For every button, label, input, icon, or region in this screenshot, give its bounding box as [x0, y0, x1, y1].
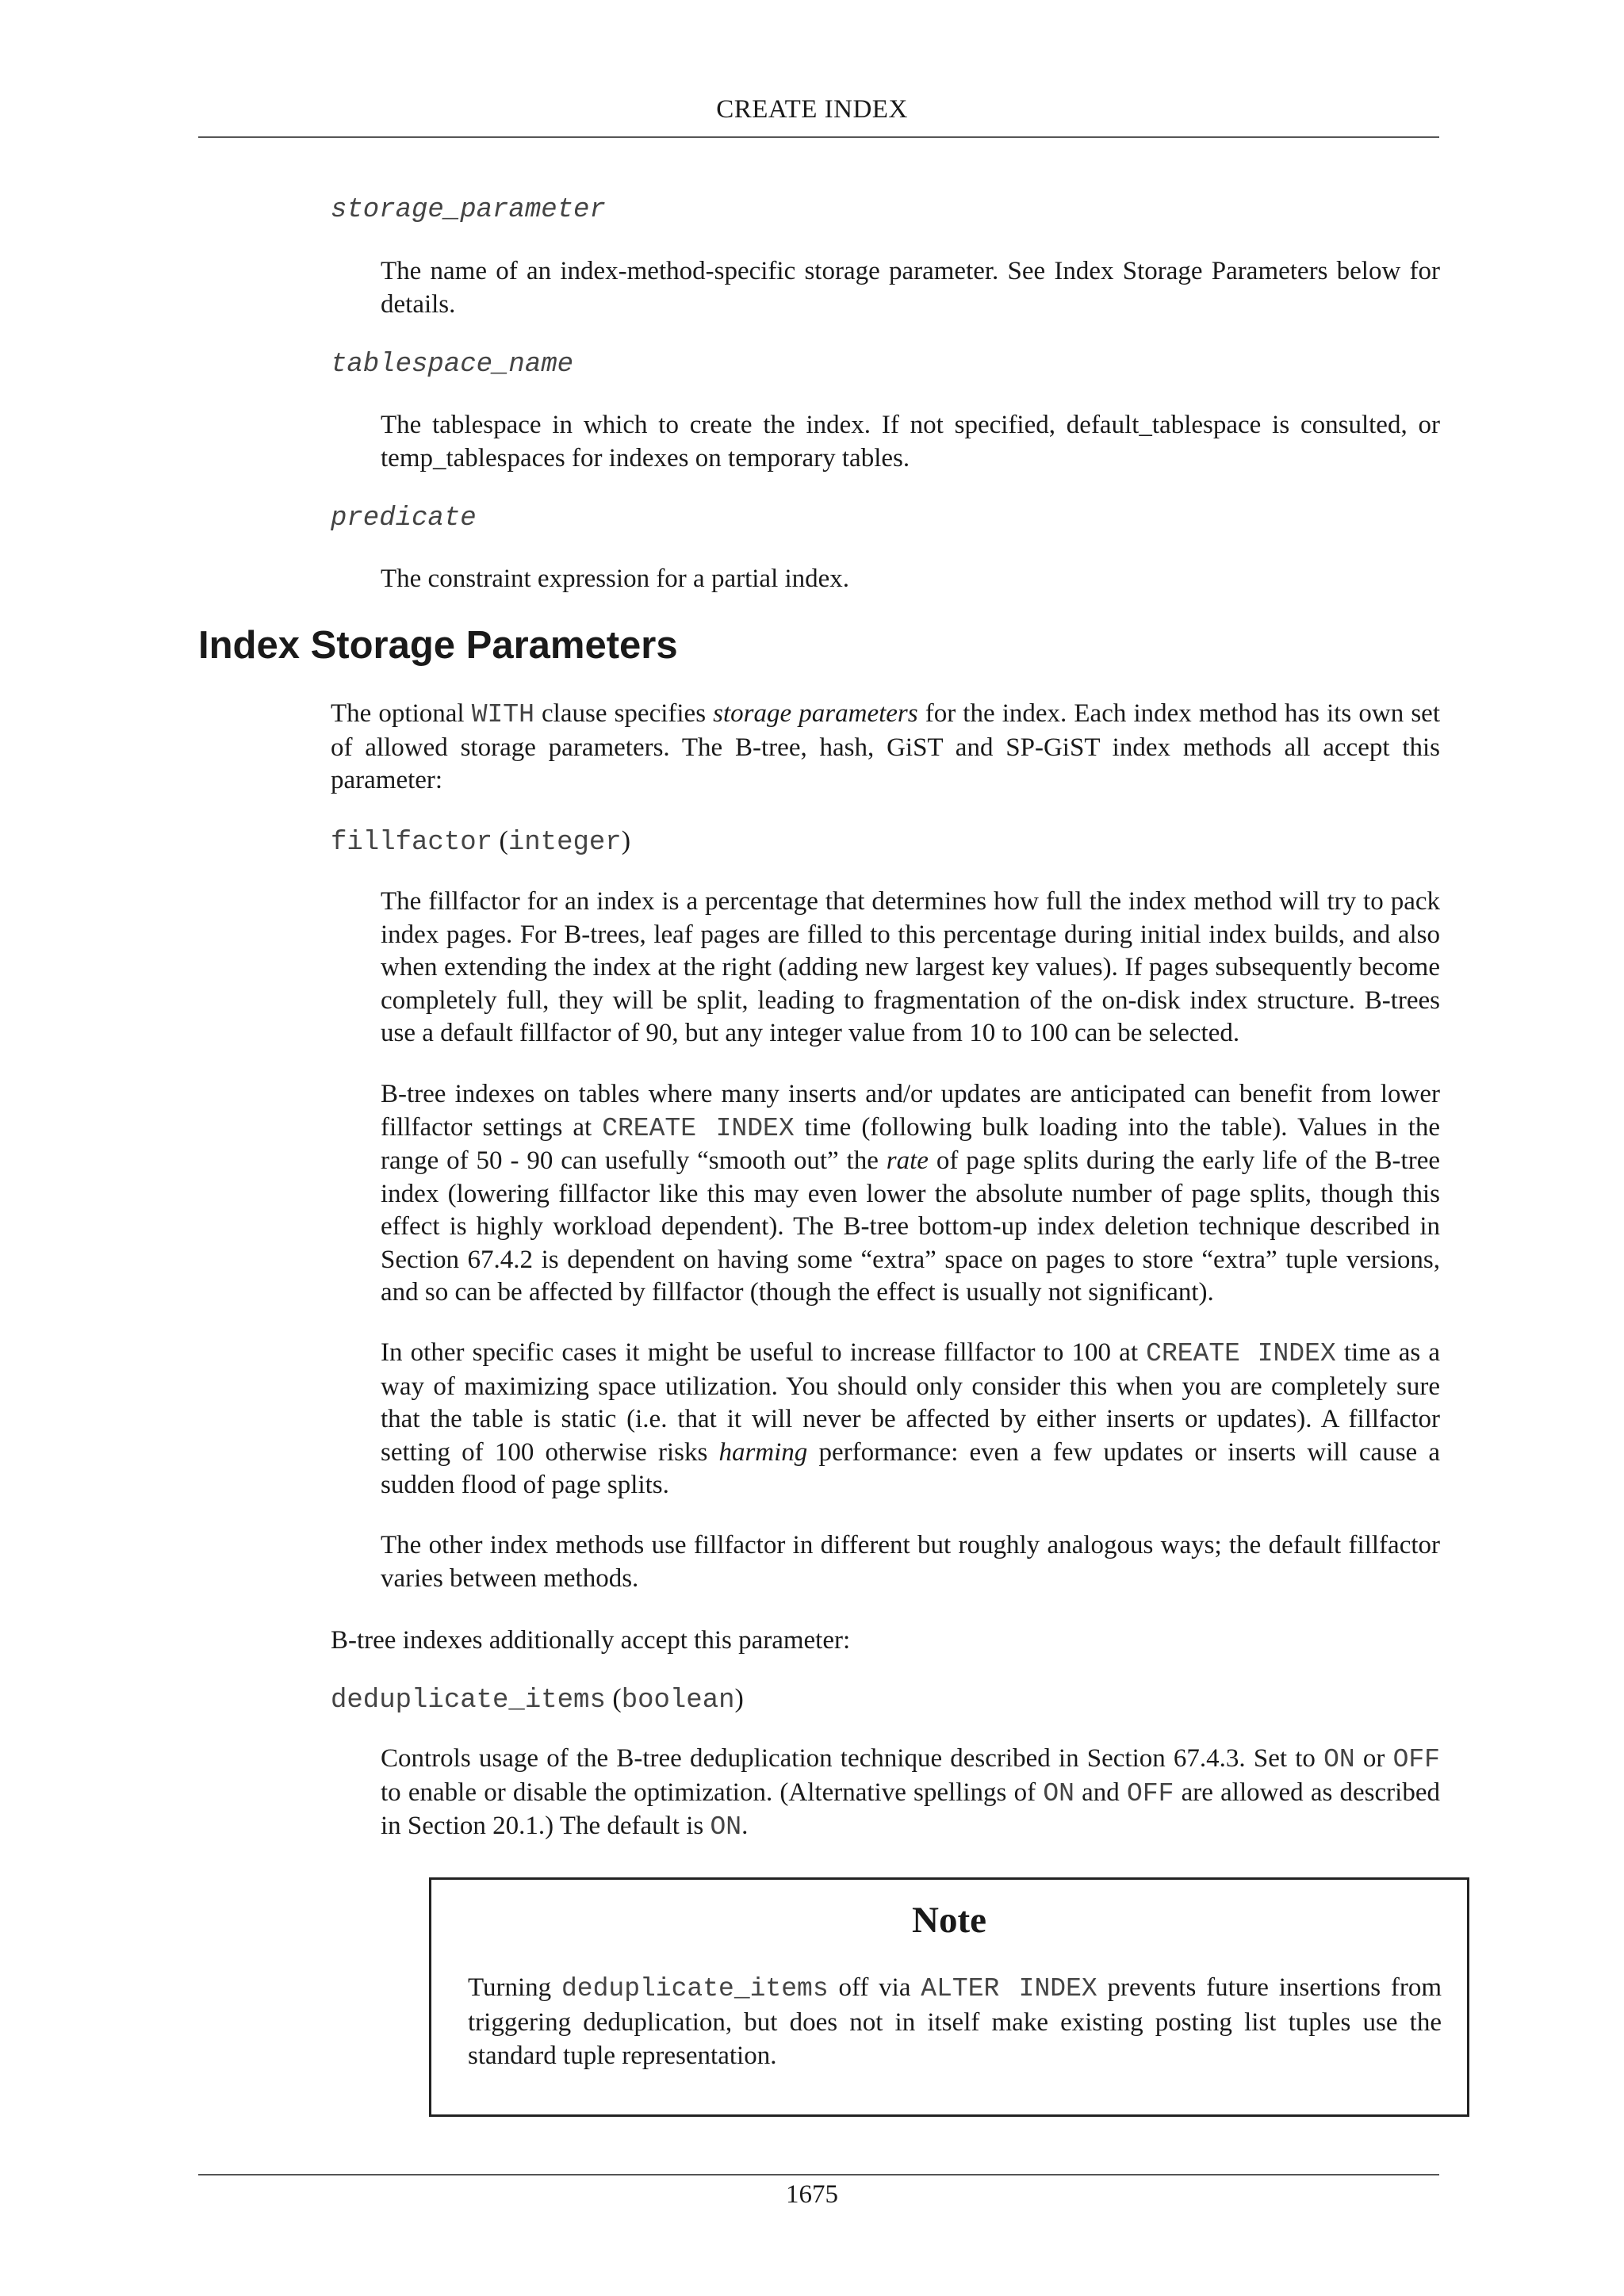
term-predicate: predicate — [331, 503, 477, 534]
term-tablespace-name: tablespace_name — [331, 350, 574, 380]
fillfactor-para-3: In other specific cases it might be useful to increase fillfactor to 100 at CREATE INDEX time as a way of maximizing space utilization. You should only consider this when you are completely sure that the table is static (i.e. that it will never be affected by either inserts or updates). A fillfactor setting of 100 otherwise risks harming performance: even a few updates or inserts will cause a sudden flood of page splits. — [381, 1338, 1441, 1499]
fillfactor-para-2: B-tree indexes on tables where many inserts and/or updates are anticipated can benefit from lower fillfactor settings at CREATE INDEX time (following bulk loading into the table). Values in the range of 50 - 90 can usefully “smooth out” the rate of page splits during the early life of the B-tree index (lowering fillfactor like this may even lower the absolute number of page splits, though this effect is highly workload dependent). The B-tree bottom-up index deletion technique described in Section 67.4.2 is dependent on having some “extra” space on pages to store “extra” tuple versions, and so can be affected by fillfactor (though the effect is usually not significant). — [381, 1080, 1441, 1307]
section-intro: The optional WITH clause specifies storage parameters for the index. Each index method has its own set of allowed storage parameters. The B-tree, hash, GiST and SP-GiST index methods all accept this parameter: — [331, 699, 1440, 794]
desc-tablespace-name: The tablespace in which to create the index. If not specified, default_tablespace is consulted, or temp_tablespaces for indexes on temporary tables. — [381, 411, 1440, 473]
term-deduplicate-items: deduplicate_items (boolean) — [331, 1684, 744, 1716]
note-box — [429, 1877, 1469, 2117]
code-with: WITH — [471, 700, 534, 729]
deduplicate-desc: Controls usage of the B-tree deduplication technique described in Section 67.4.3. Set to ON or OFF to enable or disable the optimization. (Alternative spellings of ON and OFF are allowed as described in Section 20.1.) The default is ON. — [381, 1744, 1440, 1842]
section-heading: Index Storage Parameters — [198, 624, 678, 667]
term-storage-parameter: storage_parameter — [331, 195, 606, 225]
fillfactor-para-1: The fillfactor for an index is a percentage that determines how full the index method will try to pack index pages. For B-trees, leaf pages are filled to this percentage during initial index builds, and also when extending the index at the right (adding new largest key values). If pages subsequently become completely full, they will be split, leading to fragmentation of the on-disk index structure. B-trees use a default fillfactor of 90, but any integer value from 10 to 100 can be selected. — [381, 887, 1440, 1047]
btree-intro: B-tree indexes additionally accept this parameter: — [331, 1626, 851, 1655]
desc-storage-parameter: The name of an index-method-specific storage parameter. See Index Storage Parameters below for details. — [381, 257, 1440, 319]
note-text: Turning deduplicate_items off via ALTER INDEX prevents future insertions from triggering deduplication, but does not in itself make existing posting list tuples use the standard tuple representation. — [468, 1973, 1442, 2070]
term-fillfactor: fillfactor (integer) — [331, 826, 631, 858]
note-title: Note — [912, 1900, 986, 1941]
fillfactor-para-4: The other index methods use fillfactor in different but roughly analogous ways; the default fillfactor varies between methods. — [381, 1531, 1440, 1593]
running-header: CREATE INDEX — [716, 95, 908, 124]
footer-rule — [198, 2174, 1439, 2175]
header-rule — [198, 136, 1439, 138]
page-number: 1675 — [786, 2180, 838, 2209]
desc-predicate: The constraint expression for a partial index. — [381, 564, 850, 593]
